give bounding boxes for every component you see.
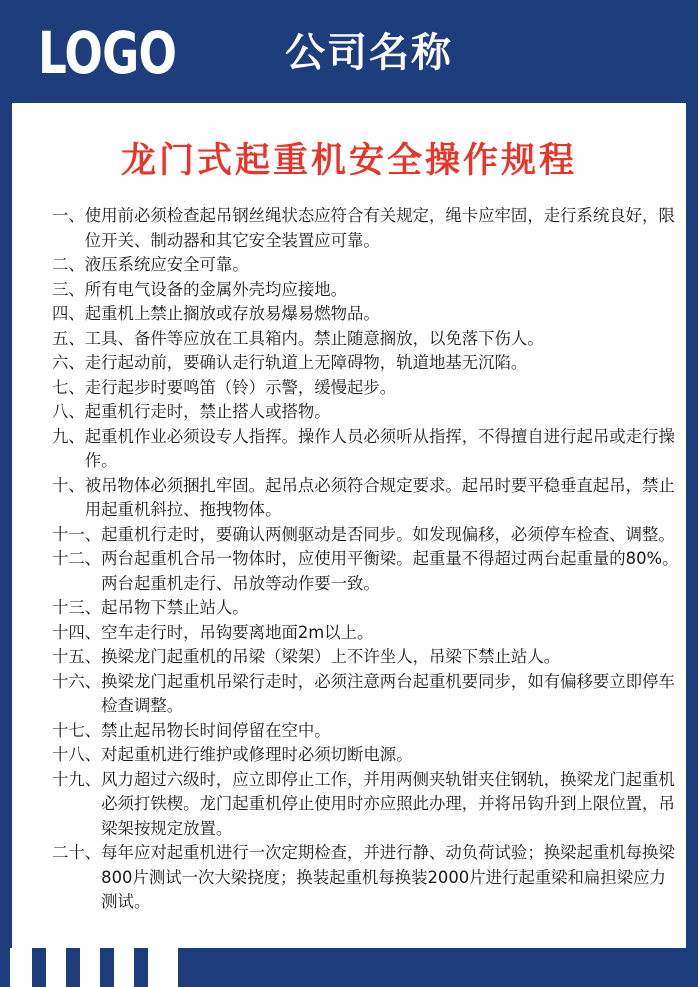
footer-stripe: [134, 948, 148, 987]
rule-number: 十四、: [52, 622, 102, 642]
rule-item: [52, 204, 682, 253]
rule-item: [52, 351, 682, 376]
rule-item: [52, 645, 682, 670]
rule-item: [52, 278, 682, 303]
footer-bar: [178, 948, 698, 987]
rule-number: 八、: [52, 402, 85, 421]
rule-text: 对起重机进行维护或修理时必须切断电源。: [101, 745, 413, 764]
footer-stripes: [0, 948, 698, 987]
rule-number: 四、: [52, 304, 85, 323]
rule-item: [52, 327, 682, 352]
rule-text: 起重机行走时，禁止搭人或搭物。: [84, 402, 331, 421]
logo: LOGO: [38, 19, 177, 87]
rule-number: 九、: [52, 426, 85, 446]
rule-text: 空车走行时，吊钩要离地面2m以上。: [101, 622, 374, 642]
page-title: 龙门式起重机安全操作规程: [120, 141, 577, 181]
rule-item: [52, 621, 682, 646]
rule-item: [52, 670, 682, 719]
rule-text: 换梁龙门起重机的吊梁（梁架）上不许坐人，吊梁下禁止站人。: [101, 647, 561, 666]
rule-item: [52, 302, 682, 327]
rule-text: 使用前必须检查起吊钢丝绳状态应符合有关规定，绳卡应牢固，走行系统良好，限位开关、制动器和其它安全装置应可靠。: [84, 206, 675, 250]
rule-item: [52, 547, 682, 596]
rule-text: 风力超过六级时，应立即停止工作，并用两侧夹轨钳夹住钢轨，换梁龙门起重机必须打铁楔。龙门起重机停止使用时亦应照此办理，并将吊钩升到上限位置，吊梁架按规定放置。: [101, 769, 675, 838]
rule-number: 十七、: [52, 720, 102, 740]
rule-text: 禁止起吊物长时间停留在空中。: [101, 720, 331, 740]
rule-text: 换梁龙门起重机吊梁行走时，必须注意两台起重机要同步，如有偏移要立即停车检查调整。: [101, 671, 675, 715]
rule-item: [52, 253, 682, 278]
company-name: 公司名称: [285, 30, 453, 76]
rule-number: 六、: [52, 353, 85, 372]
footer-stripe: [66, 948, 80, 987]
rule-text: 走行起步时要鸣笛（铃）示警，缓慢起步。: [84, 377, 397, 397]
rule-number: 十三、: [52, 598, 102, 617]
rule-text: 起重机上禁止搁放或存放易爆易燃物品。: [84, 304, 380, 323]
left-rail: [0, 103, 12, 948]
rule-text: 起吊物下禁止站人。: [101, 598, 249, 617]
rule-text: 走行起动前，要确认走行轨道上无障碍物，轨道地基无沉陷。: [84, 353, 528, 372]
rule-text: 液压系统应安全可靠。: [84, 255, 249, 274]
rule-number: 十、: [52, 475, 85, 495]
rule-item: [52, 425, 682, 474]
rule-text: 起重机作业必须设专人指挥。操作人员必须听从指挥，不得擅自进行起吊或走行操作。: [84, 426, 675, 470]
rule-item: [52, 719, 682, 744]
rule-number: 二、: [52, 255, 85, 274]
rule-text: 两台起重机合吊一物体时，应使用平衡梁。起重量不得超过两台起重量的80%。两台起重机走行、吊放等动作要一致。: [101, 549, 679, 593]
rule-number: 五、: [52, 328, 85, 348]
rule-item: [52, 376, 682, 401]
rule-item: [52, 474, 682, 523]
rule-item: [52, 841, 682, 915]
rule-number: 十六、: [52, 671, 102, 691]
rule-number: 一、: [52, 206, 85, 225]
rule-number: 十八、: [52, 745, 102, 764]
rule-number: 七、: [52, 377, 85, 397]
rule-number: 十五、: [52, 647, 102, 666]
rules-list: [52, 204, 682, 915]
rule-text: 被吊物体必须捆扎牢固。起吊点必须符合规定要求。起吊时要平稳垂直起吊，禁止用起重机斜拉、拖拽物体。: [84, 475, 675, 519]
rule-text: 工具、备件等应放在工具箱内。禁止随意搁放，以免落下伤人。: [84, 328, 544, 348]
rule-number: 十二、: [52, 549, 102, 568]
rule-text: 起重机行走时，要确认两侧驱动是否同步。如发现偏移，必须停车检查、调整。: [101, 524, 675, 544]
footer-stripe: [100, 948, 114, 987]
rule-item: [52, 743, 682, 768]
header-bar: [0, 0, 698, 103]
rule-number: 十一、: [52, 524, 102, 544]
rule-item: [52, 400, 682, 425]
rule-item: [52, 596, 682, 621]
rule-number: 二十、: [52, 843, 102, 862]
rule-number: 十九、: [52, 769, 102, 789]
footer-stripe: [32, 948, 46, 987]
rule-item: [52, 768, 682, 842]
footer-stripe: [0, 948, 10, 987]
rule-text: 所有电气设备的金属外壳均应接地。: [84, 279, 348, 299]
rule-text: 每年应对起重机进行一次定期检查，并进行静、动负荷试验；换梁起重机每换梁800片测试一次大梁挠度；换装起重机每换装2000片进行起重梁和扁担梁应力测试。: [101, 843, 675, 911]
rule-number: 三、: [52, 279, 85, 299]
right-rail: [686, 103, 698, 948]
rule-item: [52, 523, 682, 548]
